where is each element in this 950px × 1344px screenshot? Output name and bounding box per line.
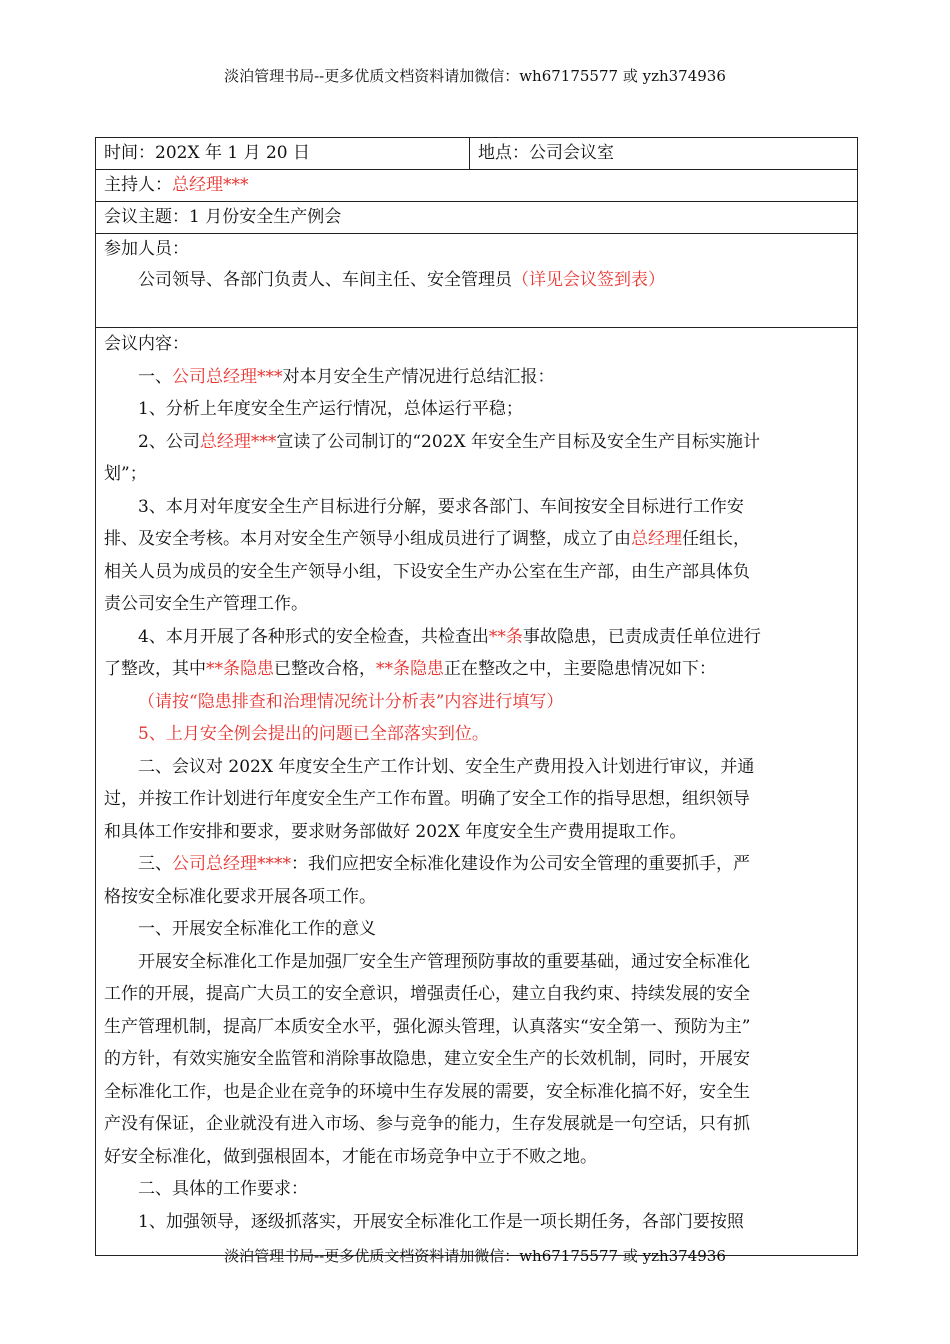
content-item-2-line3: 和具体工作安排和要求，要求财务部做好 202X 年度安全生产费用提取工作。	[104, 821, 687, 842]
page-footer: 淡泊管理书局--更多优质文档资料请加微信：wh67175577 或 yzh374936	[224, 1247, 726, 1265]
content-item-1-3-line4: 责公司安全生产管理工作。	[104, 594, 308, 614]
meeting-location: 地点：公司会议室	[470, 138, 858, 170]
attendees-list	[104, 265, 849, 327]
significance-line3: 生产管理机制，提高厂本质安全水平，强化源头管理，认真落实“安全第一、预防为主”	[104, 1016, 751, 1037]
host-name: 总经理***	[172, 175, 249, 195]
content-item-1-4-line2: 了整改，其中**条隐患已整改合格，**条隐患正在整改之中，主要隐患情况如下：	[104, 659, 716, 679]
attendees-text: 公司领导、各部门负责人、车间主任、安全管理员	[138, 270, 512, 290]
attendees-note: （详见会议签到表）	[512, 270, 665, 290]
content-item-1-1: 1、分析上年度安全生产运行情况，总体运行平稳；	[138, 399, 523, 419]
content-item-1-3-line2: 排、及安全考核。本月对安全生产领导小组成员进行了调整，成立了由总经理任组长，	[104, 529, 750, 549]
meeting-host	[96, 170, 858, 202]
requirement-1-line1: 1、加强领导，逐级抓落实，开展安全标准化工作是一项长期任务，各部门要按照	[138, 1211, 744, 1232]
content-item-2-line1: 二、会议对 202X 年度安全生产工作计划、安全生产费用投入计划进行审议，并通	[138, 756, 755, 777]
content-item-3-line2: 格按安全标准化要求开展各项工作。	[104, 886, 376, 907]
content-item-1-3-line3: 相关人员为成员的安全生产领导小组，下设安全生产办公室在生产部，由生产部具体负	[104, 561, 750, 582]
content-item-1-2: 2、公司总经理***宣读了公司制订的“202X 年安全生产目标及安全生产目标实施计	[138, 431, 760, 452]
content-item-1-5: 5、上月安全例会提出的问题已全部落实到位。	[138, 724, 489, 744]
significance-line7: 好安全标准化，做到强根固本，才能在市场竞争中立于不败之地。	[104, 1146, 597, 1167]
host-label: 主持人：	[104, 175, 172, 195]
content-item-1: 一、公司总经理***对本月安全生产情况进行总结汇报：	[138, 366, 555, 387]
significance-line5: 全标准化工作，也是企业在竞争的环境中生存发展的需要，安全标准化搞不好，安全生	[104, 1081, 750, 1102]
meeting-topic: 会议主题：1 月份安全生产例会	[96, 202, 858, 234]
section-requirements-heading: 二、具体的工作要求：	[138, 1179, 308, 1199]
attendees-label: 参加人员：	[104, 239, 189, 259]
significance-line1: 开展安全标准化工作是加强厂安全生产管理预防事故的重要基础，通过安全标准化	[138, 951, 750, 972]
significance-line4: 的方针，有效实施安全监管和消除事故隐患，建立安全生产的长效机制，同时，开展安	[104, 1049, 750, 1069]
meeting-content	[96, 328, 858, 1256]
significance-line2: 工作的开展，提高广大员工的安全意识，增强责任心，建立自我约束、持续发展的安全	[104, 984, 750, 1004]
content-item-1-3-line1: 3、本月对年度安全生产目标进行分解，要求各部门、车间按安全目标进行工作安	[138, 496, 744, 517]
content-item-1-2-cont: 划”；	[104, 464, 147, 484]
significance-line6: 产没有保证，企业就没有进入市场、参与竞争的能力，生存发展就是一句空话，只有抓	[104, 1114, 750, 1134]
meeting-attendees	[96, 234, 858, 328]
content-item-2-line2: 过，并按工作计划进行年度安全生产工作布置。明确了安全工作的指导思想，组织领导	[104, 789, 750, 809]
meeting-time: 时间：202X 年 1 月 20 日	[96, 138, 470, 170]
section-significance-heading: 一、开展安全标准化工作的意义	[138, 919, 376, 939]
content-item-3-line1: 三、公司总经理****：我们应把安全标准化建设作为公司安全管理的重要抓手，严	[138, 854, 750, 874]
content-label: 会议内容：	[104, 334, 189, 354]
page-header: 淡泊管理书局--更多优质文档资料请加微信：wh67175577 或 yzh374936	[224, 67, 726, 85]
content-fill-instruction: （请按“隐患排查和治理情况统计分析表”内容进行填写）	[138, 691, 564, 712]
meeting-record-table	[95, 137, 858, 1256]
content-item-1-4-line1: 4、本月开展了各种形式的安全检查，共检查出**条事故隐患，已责成责任单位进行	[138, 626, 761, 647]
